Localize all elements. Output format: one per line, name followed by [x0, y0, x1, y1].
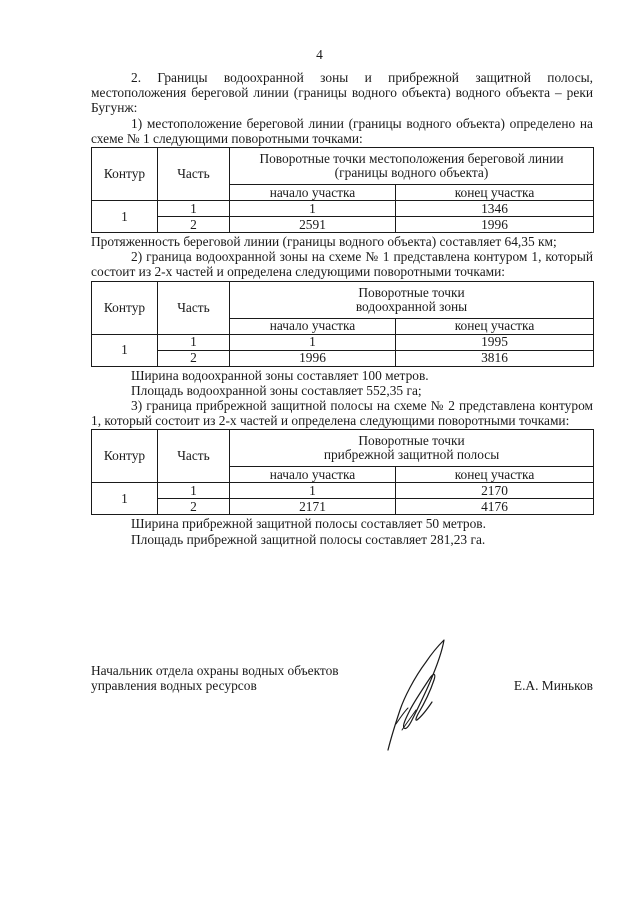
col-start-header: начало участка — [230, 185, 396, 201]
table-row — [92, 334, 594, 350]
part-cell: 1 — [158, 201, 230, 217]
col-points-header: Поворотные точки местоположения береговой линии (границы водного объекта) — [230, 148, 594, 185]
col-points-header — [230, 430, 594, 467]
table-row — [92, 217, 594, 233]
document-body — [91, 70, 593, 547]
col-end-header: конец участка — [396, 467, 594, 483]
col-points-header — [230, 281, 594, 318]
contour-cell: 1 — [92, 201, 158, 233]
col-part-header: Часть — [158, 430, 230, 483]
col-start-header: начало участка — [230, 318, 396, 334]
signatory-name: Е.А. Миньков — [513, 678, 593, 693]
col-points-line1: Поворотные точки — [358, 284, 465, 300]
signatory-position-line2: управления водных ресурсов — [91, 678, 257, 694]
start-cell: 1 — [230, 334, 396, 350]
start-cell: 2171 — [230, 499, 396, 515]
start-cell: 1996 — [230, 350, 396, 366]
item-3-text: 3) граница прибрежной защитной полосы на схеме № 2 представлена контуром 1, который состоит из 2-х частей и определена следующими поворотными точками: — [91, 398, 593, 429]
start-cell: 1 — [230, 483, 396, 499]
start-cell: 1 — [230, 201, 396, 217]
col-start-header: начало участка — [230, 467, 396, 483]
col-contour-header: Контур — [92, 281, 158, 334]
part-cell: 1 — [158, 483, 230, 499]
start-cell: 2591 — [230, 217, 396, 233]
part-cell: 2 — [158, 217, 230, 233]
col-end-header: конец участка — [396, 318, 594, 334]
water-zone-area-text: Площадь водоохранной зоны составляет 552,35 га; — [131, 382, 422, 398]
item-2-text: 2) граница водоохранной зоны на схеме № 1 представлена контуром 1, который состоит из 2-х частей и определена следующими поворотными точками: — [91, 249, 593, 280]
protective-strip-area-text: Площадь прибрежной защитной полосы составляет 281,23 га. — [131, 531, 486, 547]
col-points-line2: водоохранной зоны — [355, 298, 468, 314]
page-number: 4 — [316, 47, 323, 62]
end-cell: 1995 — [396, 334, 594, 350]
end-cell: 1346 — [396, 201, 594, 217]
col-part-header: Часть — [158, 148, 230, 201]
table-row — [92, 483, 594, 499]
col-part-header: Часть — [158, 281, 230, 334]
signatory-position-line1: Начальник отдела охраны водных объектов — [91, 663, 339, 678]
end-cell: 1996 — [396, 217, 594, 233]
item-1-text: 1) местоположение береговой линии (границы водного объекта) определено на схеме № 1 следующими поворотными точками: — [91, 115, 593, 146]
table-row — [92, 350, 594, 366]
part-cell: 1 — [158, 334, 230, 350]
signature-block — [91, 663, 593, 693]
contour-cell: 1 — [92, 483, 158, 515]
protective-strip-width-text: Ширина прибрежной защитной полосы составляет 50 метров. — [131, 516, 486, 532]
shoreline-length-text: Протяженность береговой линии (границы водного объекта) составляет 64,35 км; — [91, 234, 557, 250]
col-end-header: конец участка — [396, 185, 594, 201]
col-points-line1: Поворотные точки — [358, 433, 465, 449]
water-zone-points-table — [91, 281, 594, 367]
handwritten-signature-icon — [382, 638, 452, 754]
table-row — [92, 201, 594, 217]
protective-strip-points-table — [91, 429, 594, 515]
part-cell: 2 — [158, 350, 230, 366]
end-cell: 3816 — [396, 350, 594, 366]
end-cell: 2170 — [396, 483, 594, 499]
end-cell: 4176 — [396, 499, 594, 515]
contour-cell: 1 — [92, 334, 158, 366]
table-row — [92, 499, 594, 515]
section-2-intro: 2. Границы водоохранной зоны и прибрежной защитной полосы, местоположения береговой линии (границы водного объекта) водного объекта – реки Бугунж: — [91, 70, 593, 116]
part-cell: 2 — [158, 499, 230, 515]
shoreline-points-table — [91, 147, 594, 233]
col-contour-header: Контур — [92, 430, 158, 483]
col-points-line2: прибрежной защитной полосы — [323, 447, 500, 463]
water-zone-width-text: Ширина водоохранной зоны составляет 100 метров. — [131, 367, 429, 383]
col-contour-header: Контур — [92, 148, 158, 201]
